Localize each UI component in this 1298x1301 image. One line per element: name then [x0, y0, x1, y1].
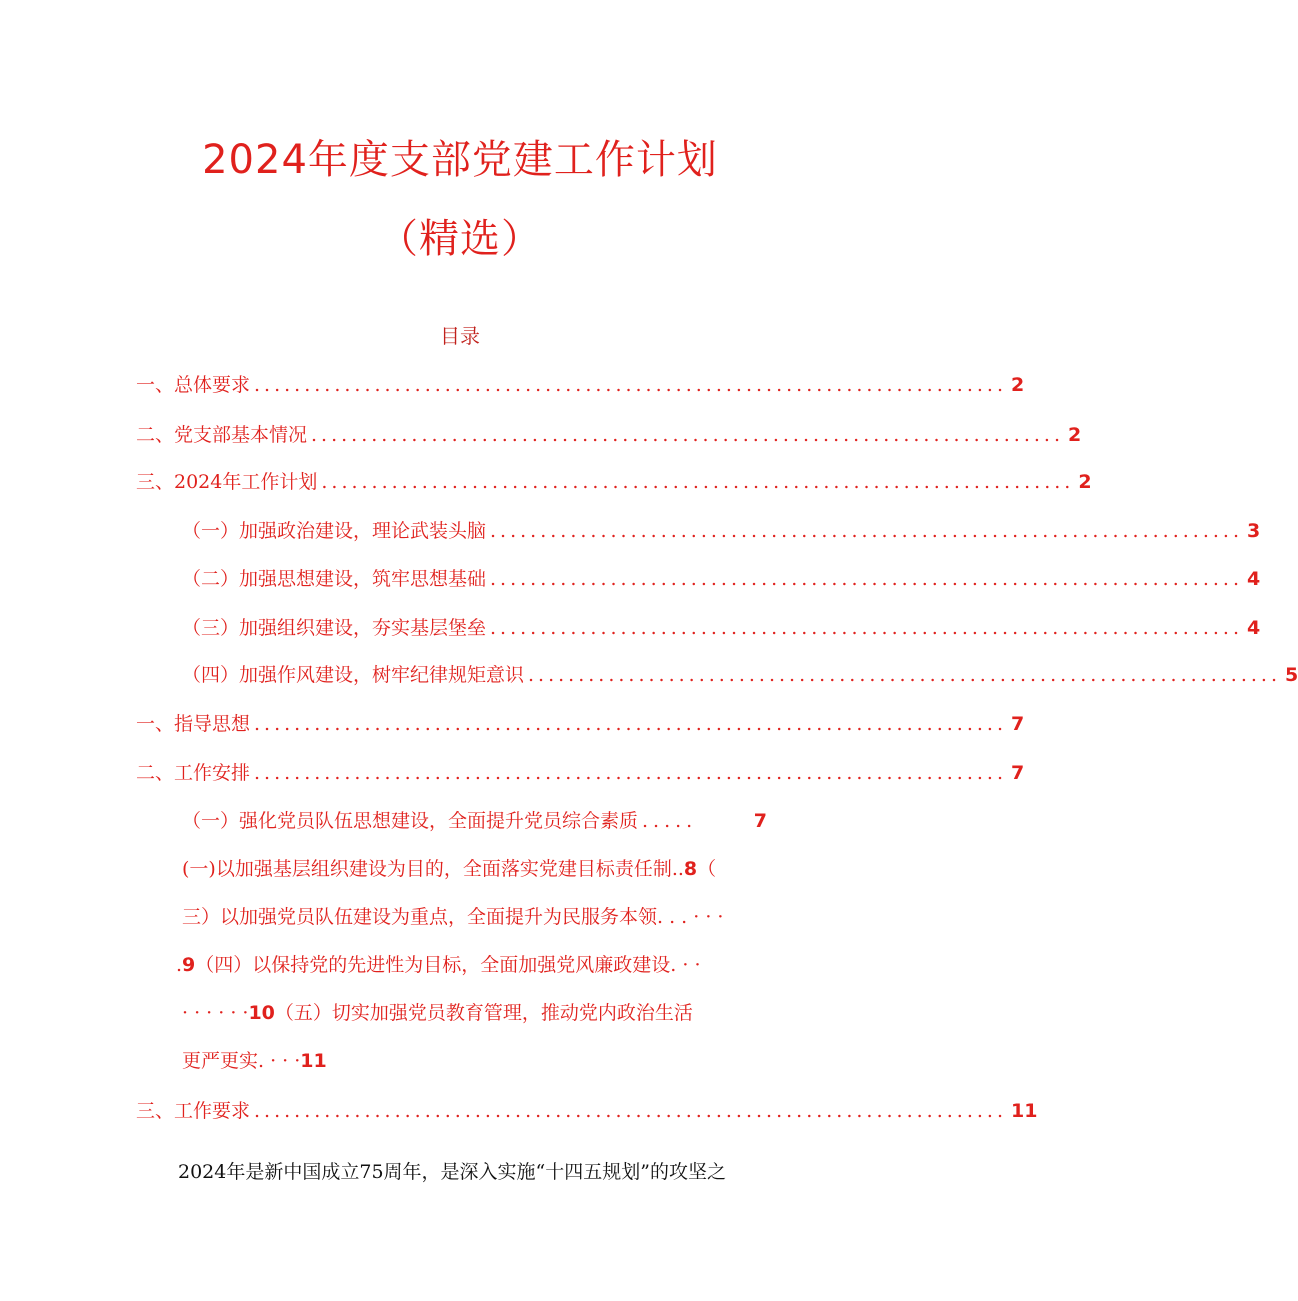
toc-entry-label: 更严更实. · · · [182, 1050, 301, 1072]
toc-entry-label: （一）强化党员队伍思想建设，全面提升党员综合素质 [182, 810, 639, 832]
toc-entry[interactable] [136, 709, 1025, 736]
toc-page-number: 7 [753, 810, 767, 832]
toc-entry-label: 一、指导思想 [136, 713, 251, 735]
toc-page-number: 3 [1246, 520, 1261, 542]
toc-entry-label: 三）以加强党员队伍建设为重点，全面提升为民服务本领. . . · · · [182, 906, 724, 928]
body-paragraph: 2024年是新中国成立75周年，是深入实施“十四五规划”的攻坚之 [178, 1161, 726, 1183]
document-title: 2024年度支部党建工作计划 [202, 137, 718, 183]
toc-page-number: 7 [1010, 762, 1025, 784]
toc-entry-label: 三、2024年工作计划 [136, 471, 318, 493]
toc-entry[interactable] [182, 660, 1298, 687]
toc-entry[interactable] [136, 758, 1025, 785]
toc-page-number: 4 [1246, 617, 1261, 639]
toc-entry[interactable] [136, 1096, 1038, 1123]
toc-wrapped-line[interactable] [182, 1046, 327, 1073]
toc-page-number: 2 [1067, 424, 1082, 446]
toc-entry-label: 一、总体要求 [136, 374, 251, 396]
toc-entry-label: 三、工作要求 [136, 1100, 251, 1122]
toc-entry-label: （一）加强政治建设，理论武装头脑 [182, 520, 487, 542]
toc-entry-label: （二）加强思想建设，筑牢思想基础 [182, 568, 487, 590]
toc-leader-dots: ........................................................................... [254, 374, 1007, 396]
toc-leader-dots: ........................................................................... [254, 1100, 1007, 1122]
toc-entry-label: （五）切实加强党员教育管理，推动党内政治生活 [274, 1002, 693, 1024]
toc-entry[interactable] [136, 420, 1082, 447]
toc-entry[interactable] [182, 564, 1261, 591]
toc-entry-label: 二、工作安排 [136, 762, 251, 784]
toc-leader-dots: ........................................................................... [311, 424, 1064, 446]
toc-leader-dots: ........................................................................... [490, 520, 1243, 542]
toc-entry[interactable] [136, 370, 1025, 397]
toc-leader-dots: ........................................................................... [528, 664, 1281, 686]
toc-leader-dots: ........................................................................... [490, 617, 1243, 639]
toc-entry-label: （三）加强组织建设，夯实基层堡垒 [182, 617, 487, 639]
toc-leader-dots: · · · · · · [182, 1002, 249, 1024]
toc-wrapped-line[interactable] [182, 902, 723, 929]
toc-page-number: 11 [300, 1050, 327, 1072]
toc-entry-label: （四）加强作风建设，树牢纪律规矩意识 [182, 664, 525, 686]
toc-page-number: 2 [1010, 374, 1025, 396]
toc-page-number: 10 [248, 1002, 275, 1024]
toc-entry-label: （四）以保持党的先进性为目标，全面加强党风廉政建设. · · [195, 954, 701, 976]
toc-leader-dots: . [176, 954, 183, 976]
toc-entry[interactable] [182, 806, 767, 833]
toc-wrapped-line[interactable] [182, 854, 716, 881]
toc-leader-dots: ........................................................................... [321, 471, 1075, 493]
toc-entry-label: （ [697, 858, 717, 880]
toc-entry[interactable] [136, 467, 1092, 494]
toc-leader-dots: ........................................................................... [254, 762, 1007, 784]
toc-leader-dots: ..... [642, 810, 698, 832]
toc-leader-dots: ........................................................................... [254, 713, 1007, 735]
toc-page-number: 5 [1284, 664, 1298, 686]
toc-entry[interactable] [182, 516, 1261, 543]
toc-page-number: 11 [1010, 1100, 1038, 1122]
toc-entry-label: 二、党支部基本情况 [136, 424, 308, 446]
toc-page-number: 8 [683, 858, 698, 880]
toc-entry[interactable] [182, 613, 1261, 640]
toc-page-number: 4 [1246, 568, 1261, 590]
document-subtitle: （精选） [378, 216, 542, 262]
toc-entry-label: (一)以加强基层组织建设为目的，全面落实党建目标责任制.. [182, 858, 684, 880]
toc-page-number: 9 [182, 954, 196, 976]
toc-wrapped-line[interactable] [182, 998, 693, 1025]
toc-leader-dots: ........................................................................... [490, 568, 1243, 590]
toc-heading: 目录 [440, 324, 480, 348]
toc-page-number: 7 [1010, 713, 1025, 735]
toc-wrapped-line[interactable] [176, 950, 700, 977]
toc-page-number: 2 [1078, 471, 1092, 493]
